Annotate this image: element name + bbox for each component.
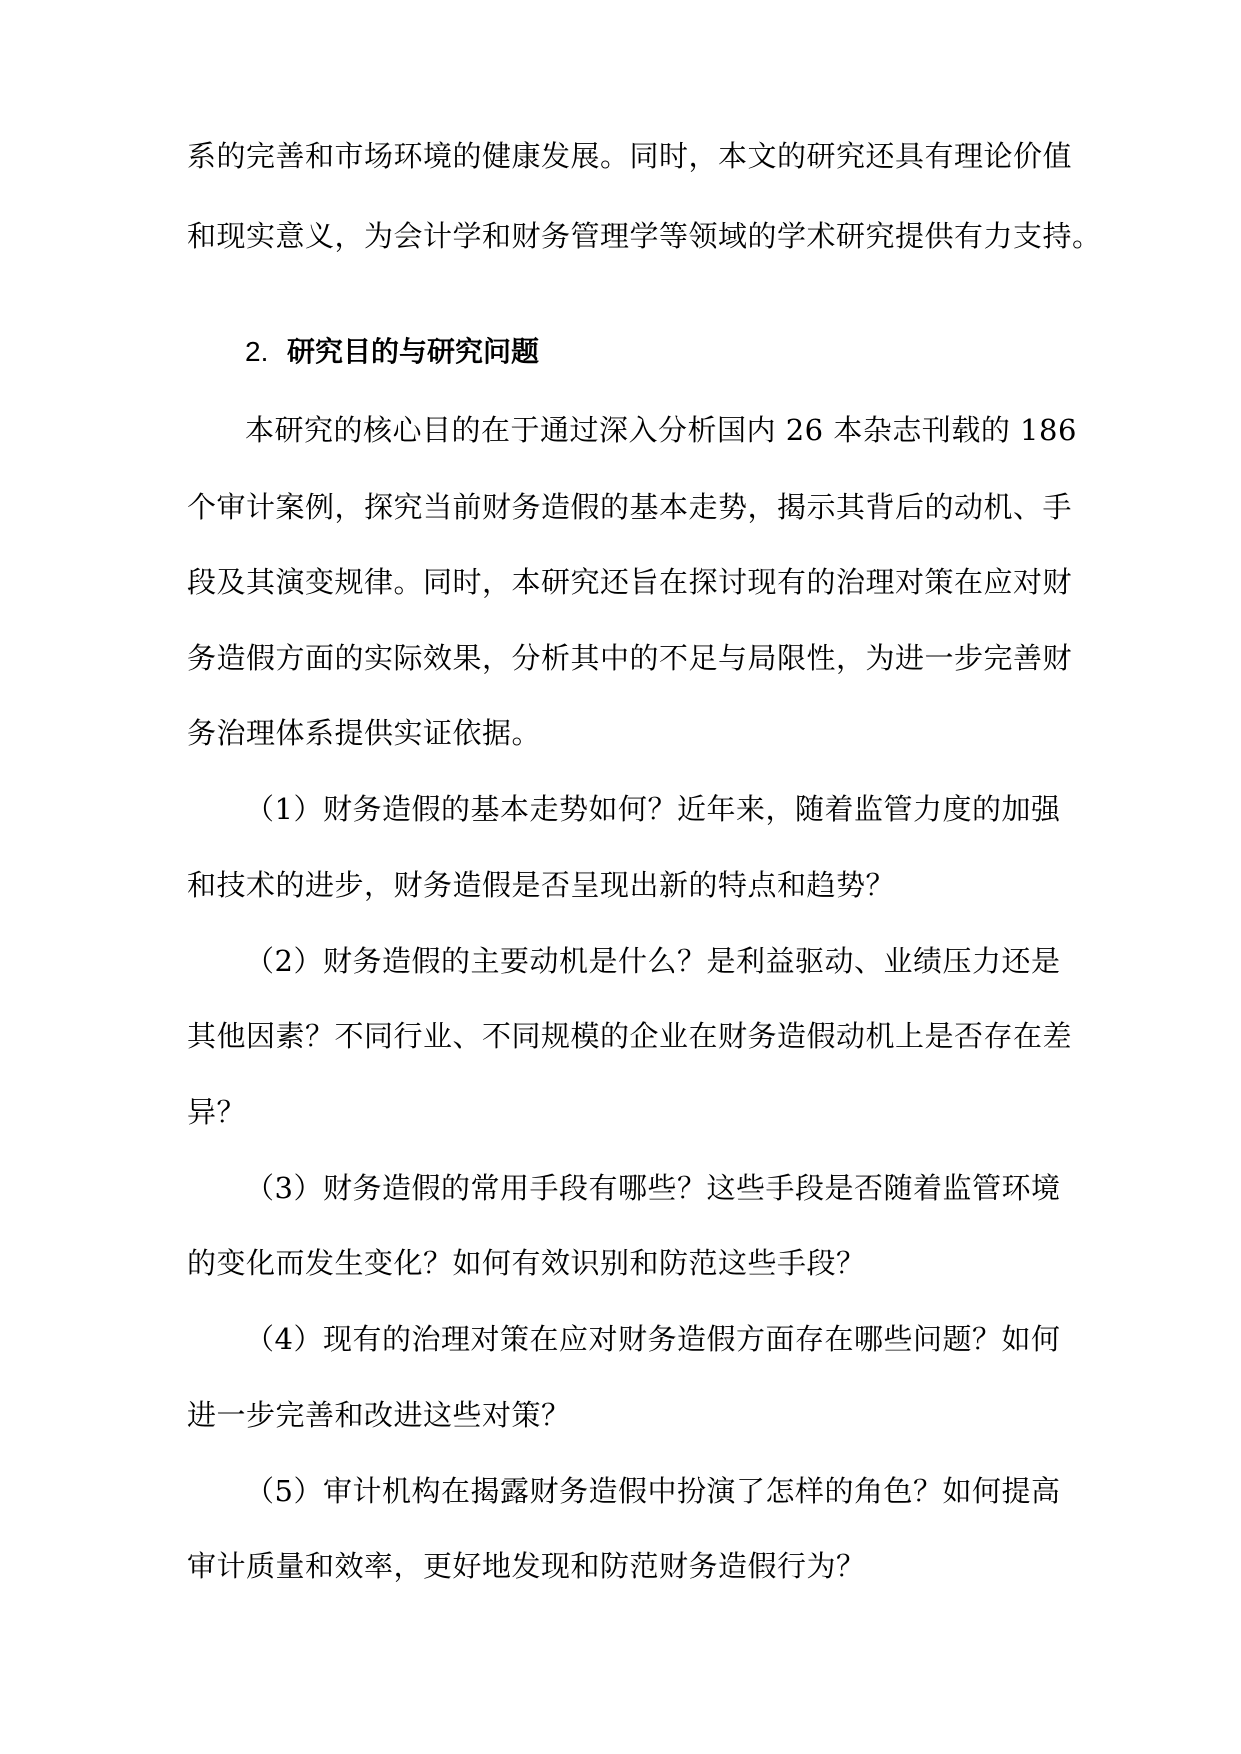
paragraph-line: （1）财务造假的基本走势如何？近年来，随着监管力度的加强: [245, 792, 1061, 826]
paragraph-line: 其他因素？不同行业、不同规模的企业在财务造假动机上是否存在差: [187, 1019, 1073, 1053]
section-number: 2.: [245, 336, 269, 367]
paragraph-line: 的变化而发生变化？如何有效识别和防范这些手段？: [187, 1246, 866, 1280]
paragraph-line: 务造假方面的实际效果，分析其中的不足与局限性，为进一步完善财: [187, 641, 1073, 675]
paragraph-line: 务治理体系提供实证依据。: [187, 716, 542, 750]
paragraph-line: 系的完善和市场环境的健康发展。同时，本文的研究还具有理论价值: [187, 139, 1073, 173]
section-heading: [245, 332, 539, 372]
paragraph-line: 本研究的核心目的在于通过深入分析国内 26 本杂志刊载的 186: [245, 413, 1077, 447]
paragraph-line: （4）现有的治理对策在应对财务造假方面存在哪些问题？如何: [245, 1322, 1061, 1356]
paragraph-line: （2）财务造假的主要动机是什么？是利益驱动、业绩压力还是: [245, 944, 1061, 978]
paragraph-line: 和现实意义，为会计学和财务管理学等领域的学术研究提供有力支持。: [187, 219, 1102, 253]
paragraph-line: 审计质量和效率，更好地发现和防范财务造假行为？: [187, 1549, 866, 1583]
paragraph-line: 段及其演变规律。同时，本研究还旨在探讨现有的治理对策在应对财: [187, 565, 1073, 599]
paragraph-line: 异？: [187, 1095, 247, 1129]
paragraph-line: 和技术的进步，财务造假是否呈现出新的特点和趋势？: [187, 868, 896, 902]
paragraph-line: （3）财务造假的常用手段有哪些？这些手段是否随着监管环境: [245, 1171, 1061, 1205]
paragraph-line: 个审计案例，探究当前财务造假的基本走势，揭示其背后的动机、手: [187, 490, 1073, 524]
paragraph-line: （5）审计机构在揭露财务造假中扮演了怎样的角色？如何提高: [245, 1474, 1061, 1508]
paragraph-line: 进一步完善和改进这些对策？: [187, 1398, 571, 1432]
section-title: 研究目的与研究问题: [287, 335, 540, 368]
